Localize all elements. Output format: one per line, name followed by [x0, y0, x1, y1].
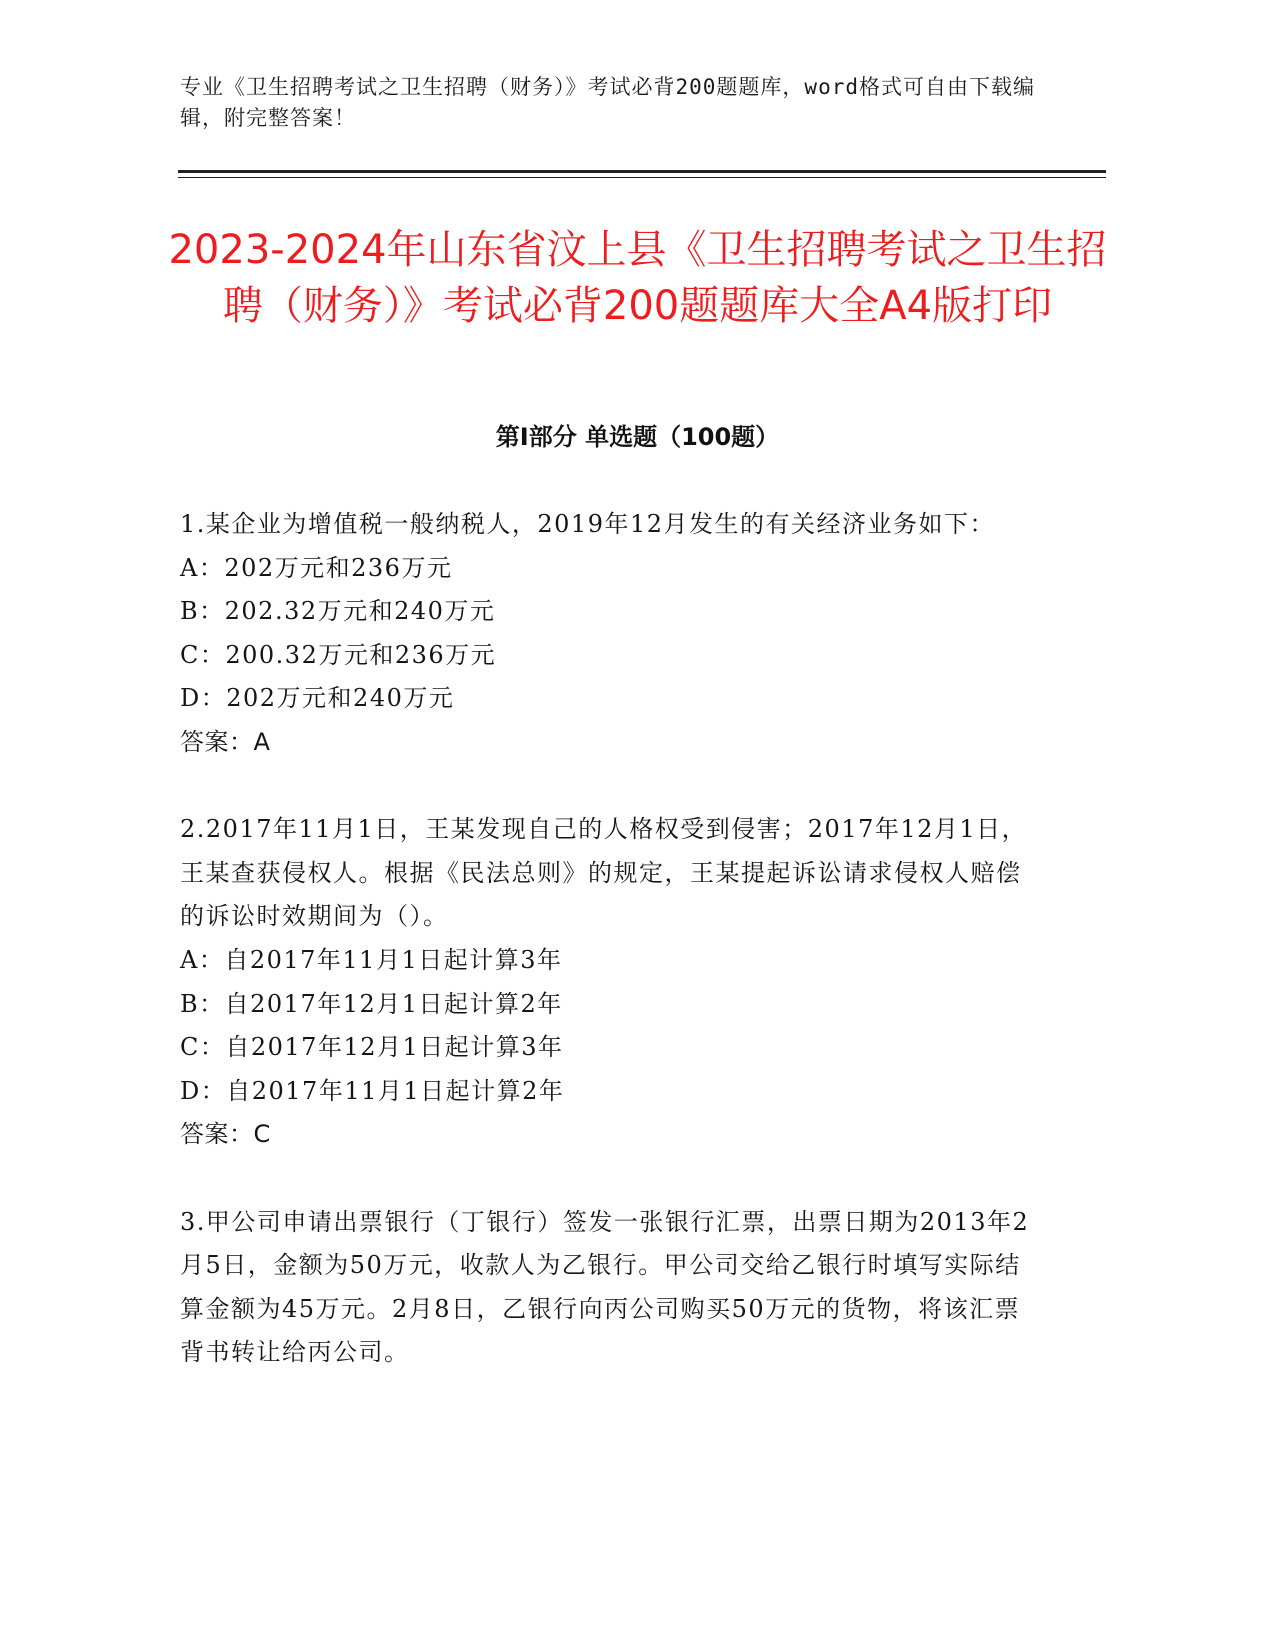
option-b: B：202.32万元和240万元 [180, 597, 496, 626]
header-note: 专业《卫生招聘考试之卫生招聘（财务）》考试必背200题题库，word格式可自由下载编辑，附完整答案！ [180, 75, 1035, 130]
question-stem: 3.甲公司申请出票银行（丁银行）签发一张银行汇票，出票日期为2013年2月5日，金额为50万元，收款人为乙银行。甲公司交给乙银行时填写实际结算金额为45万元。2月8日，乙银行向丙公司购买50万元的货物，将该汇票背书转让给丙公司。 [180, 1207, 1030, 1367]
option-c: C：自2017年12月1日起计算3年 [180, 1033, 564, 1062]
question-list [180, 503, 1040, 1418]
answer-line: 答案：A [180, 727, 271, 756]
document-title: 2023-2024年山东省汶上县《卫生招聘考试之卫生招聘（财务）》考试必背200题题库大全A4版打印 [168, 227, 1107, 329]
question-1 [180, 503, 1040, 765]
question-3 [180, 1201, 1040, 1375]
option-d: D：自2017年11月1日起计算2年 [180, 1076, 565, 1105]
header-divider-thick [178, 170, 1106, 173]
option-b: B：自2017年12月1日起计算2年 [180, 989, 563, 1018]
option-a: A：202万元和236万元 [180, 553, 453, 582]
answer-line: 答案：C [180, 1120, 271, 1149]
option-d: D：202万元和240万元 [180, 684, 455, 713]
option-a: A：自2017年11月1日起计算3年 [180, 945, 563, 974]
question-stem: 2.2017年11月1日，王某发现自己的人格权受到侵害；2017年12月1日，王某查获侵权人。根据《民法总则》的规定，王某提起诉讼请求侵权人赔偿的诉讼时效期间为（）。 [180, 815, 1028, 931]
option-c: C：200.32万元和236万元 [180, 640, 497, 669]
header-divider-thin [178, 177, 1106, 178]
question-stem: 1.某企业为增值税一般纳税人，2019年12月发生的有关经济业务如下： [180, 510, 996, 538]
section-title: 第I部分 单选题（100题） [495, 423, 780, 451]
question-2 [180, 808, 1040, 1157]
